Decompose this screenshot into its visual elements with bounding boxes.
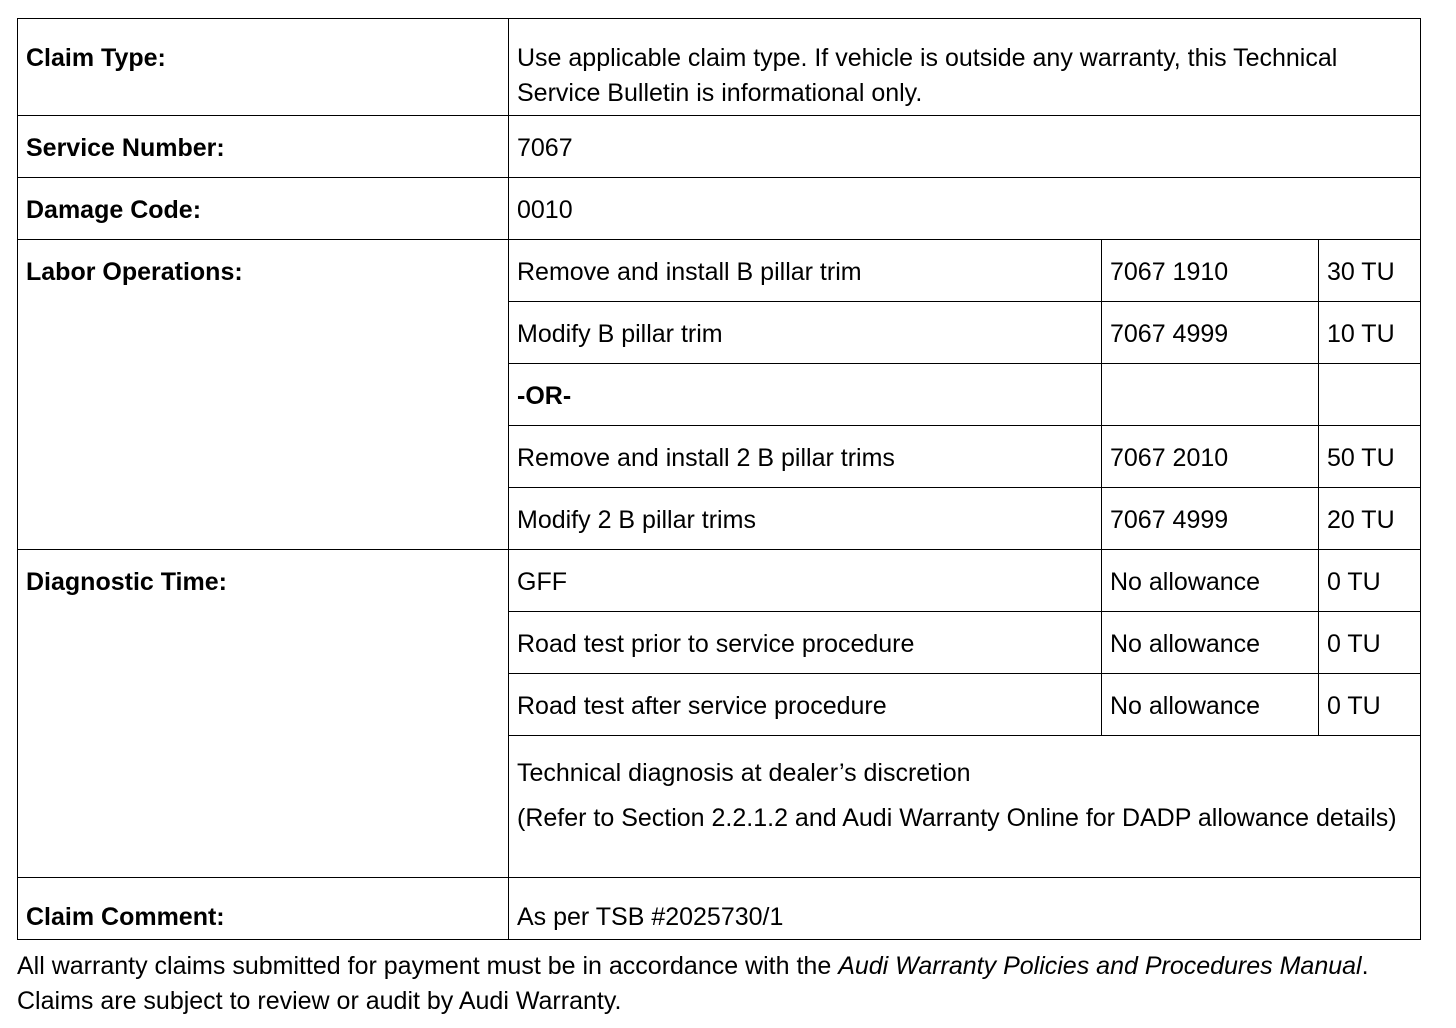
labor-op-desc: Remove and install B pillar trim: [509, 240, 1102, 302]
labor-op-tu: 10 TU: [1319, 302, 1421, 364]
diagnostic-row: [18, 550, 1421, 612]
labor-op-code: 7067 4999: [1102, 488, 1319, 550]
damage-code-value: 0010: [509, 178, 1421, 240]
footer-manual-title: Audi Warranty Policies and Procedures Manual: [838, 952, 1362, 980]
claim-comment-value: As per TSB #2025730/1: [509, 878, 1421, 940]
labor-op-code: 7067 2010: [1102, 426, 1319, 488]
technical-diagnosis-cell: [509, 736, 1421, 878]
labor-operation-row: [18, 240, 1421, 302]
labor-op-desc: Remove and install 2 B pillar trims: [509, 426, 1102, 488]
warranty-claim-table: [17, 18, 1421, 940]
diagnostic-time-label: Diagnostic Time:: [18, 550, 509, 878]
technical-diagnosis-note: Technical diagnosis at dealer’s discretion: [517, 759, 971, 787]
diagnostic-code: No allowance: [1102, 612, 1319, 674]
service-number-row: [18, 116, 1421, 178]
labor-operations-label: Labor Operations:: [18, 240, 509, 550]
claim-type-row: [18, 19, 1421, 116]
diagnostic-tu: 0 TU: [1319, 550, 1421, 612]
warranty-footer-note: [17, 949, 1427, 1019]
labor-op-tu: 20 TU: [1319, 488, 1421, 550]
labor-op-code: 7067 4999: [1102, 302, 1319, 364]
labor-op-code: 7067 1910: [1102, 240, 1319, 302]
footer-text-before: All warranty claims submitted for payment must be in accordance with the: [17, 952, 839, 980]
diagnostic-code: No allowance: [1102, 674, 1319, 736]
diagnostic-desc: GFF: [509, 550, 1102, 612]
labor-op-tu: [1319, 364, 1421, 426]
damage-code-label: Damage Code:: [18, 178, 509, 240]
labor-op-tu: 30 TU: [1319, 240, 1421, 302]
labor-op-code: [1102, 364, 1319, 426]
diagnostic-desc: Road test after service procedure: [509, 674, 1102, 736]
service-number-value: 7067: [509, 116, 1421, 178]
diagnostic-tu: 0 TU: [1319, 612, 1421, 674]
claim-comment-label: Claim Comment:: [18, 878, 509, 940]
labor-op-tu: 50 TU: [1319, 426, 1421, 488]
technical-diagnosis-reference: (Refer to Section 2.2.1.2 and Audi Warranty Online for DADP allowance details): [517, 804, 1397, 832]
claim-type-label: Claim Type:: [18, 19, 509, 116]
labor-op-desc: Modify B pillar trim: [509, 302, 1102, 364]
diagnostic-desc: Road test prior to service procedure: [509, 612, 1102, 674]
claim-comment-row: [18, 878, 1421, 940]
or-separator: -OR-: [509, 364, 1102, 426]
diagnostic-code: No allowance: [1102, 550, 1319, 612]
footer-text-after: . Claims are subject to review or audit by Audi Warranty.: [17, 952, 1369, 1015]
service-number-label: Service Number:: [18, 116, 509, 178]
claim-type-value: Use applicable claim type. If vehicle is outside any warranty, this Technical Service Bulletin is informational only.: [509, 19, 1421, 116]
labor-op-desc: Modify 2 B pillar trims: [509, 488, 1102, 550]
damage-code-row: [18, 178, 1421, 240]
diagnostic-tu: 0 TU: [1319, 674, 1421, 736]
